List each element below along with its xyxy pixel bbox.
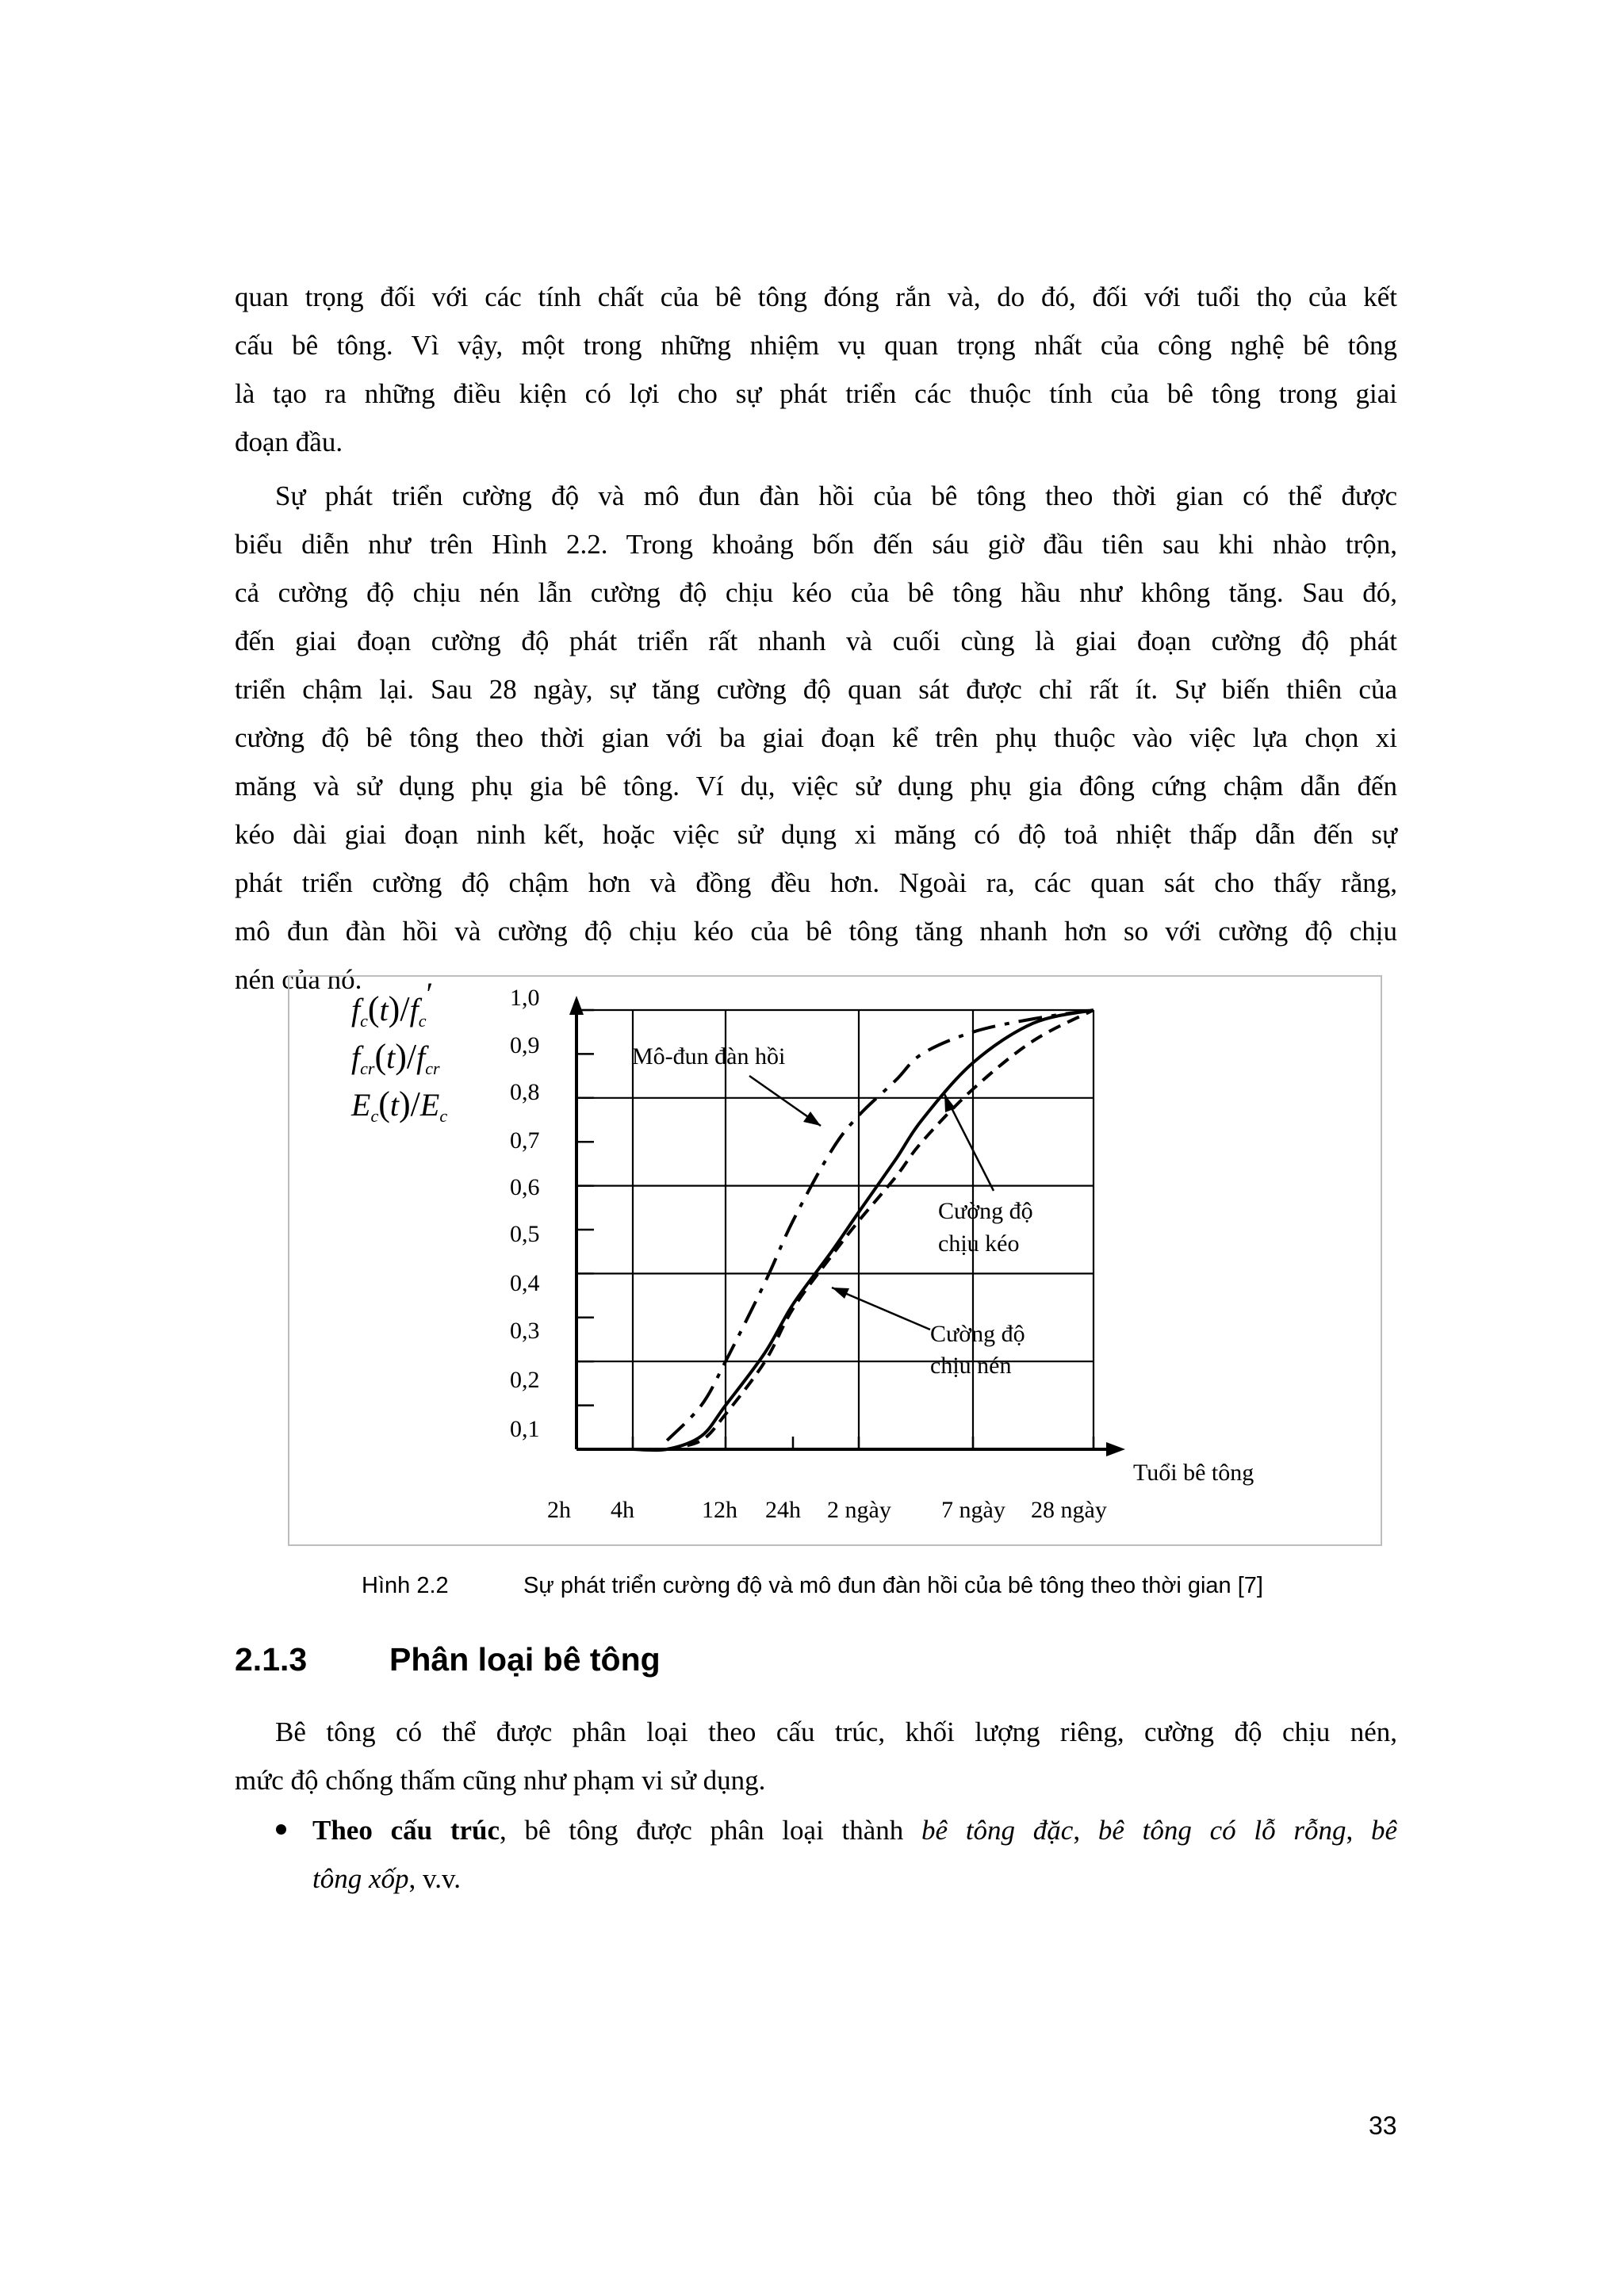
text-line: cả cường độ chịu nén lẫn cường độ chịu kéo của bê tông hầu như không tăng. Sau đó, xyxy=(235,577,1397,608)
text-line: Theo cấu trúc, bê tông được phân loại thành bê tông đặc, bê tông có lỗ rỗng, bê xyxy=(312,1815,1398,1846)
text-line: tông xốp, v.v. xyxy=(312,1863,461,1894)
annotation-compressive-2: chịu nén xyxy=(930,1353,1012,1379)
y-tick-label: 0,5 xyxy=(510,1221,540,1247)
bullet-lead: Theo cấu trúc xyxy=(312,1815,500,1846)
paragraph-classification xyxy=(235,1708,1397,1804)
bullet-icon xyxy=(276,1824,286,1835)
text-line: phát triển cường độ chậm hơn và đồng đều hơn. Ngoài ra, các quan sát cho thấy rằng, xyxy=(235,867,1397,898)
text-line: là tạo ra những điều kiện có lợi cho sự phát triển các thuộc tính của bê tông trong giai xyxy=(235,378,1397,409)
text-line: mô đun đàn hồi và cường độ chịu kéo của bê tông tăng nhanh hơn so với cường độ chịu xyxy=(235,916,1397,947)
series-line xyxy=(667,1010,1094,1441)
x-tick-label: 4h xyxy=(611,1497,634,1523)
y-axis-arrow xyxy=(569,996,584,1015)
annotation-tensile-1: Cường độ xyxy=(938,1198,1033,1224)
text-line: kéo dài giai đoạn ninh kết, hoặc việc sử dụng xi măng có độ toả nhiệt thấp dẫn đến sự xyxy=(235,819,1397,850)
text-line: đến giai đoạn cường độ phát triển rất nhanh và cuối cùng là giai đoạn cường độ phát xyxy=(235,626,1397,656)
bullet-structure xyxy=(312,1806,1397,1903)
text-line: triển chậm lại. Sau 28 ngày, sự tăng cường độ quan sát được chỉ rất ít. Sự biến thiên của xyxy=(235,674,1397,705)
y-tick-label: 1,0 xyxy=(510,985,540,1011)
y-tick-label: 0,7 xyxy=(510,1127,540,1154)
y-label-ec: $E_c(t)/E_c$ xyxy=(351,1085,448,1126)
text-line: măng và sử dụng phụ gia bê tông. Ví dụ, việc sử dụng phụ gia đông cứng chậm dẫn đến xyxy=(235,771,1397,802)
x-tick-label: 2h xyxy=(547,1497,571,1523)
annotation-elastic-modulus: Mô-đun đàn hồi xyxy=(632,1043,786,1070)
y-tick-label: 0,1 xyxy=(510,1416,540,1442)
series-line xyxy=(633,1010,1094,1450)
section-title: Phân loại bê tông xyxy=(389,1641,661,1678)
figure-caption-number: Hình 2.2 xyxy=(362,1573,449,1598)
figure-caption-text: Sự phát triển cường độ và mô đun đàn hồi của bê tông theo thời gian [7] xyxy=(523,1573,1263,1598)
text-line: cấu bê tông. Vì vậy, một trong những nhiệm vụ quan trọng nhất của công nghệ bê tông xyxy=(235,330,1397,361)
series-line xyxy=(667,1010,1094,1449)
paragraph-intro-continuation xyxy=(235,273,1397,466)
text-line: Sự phát triển cường độ và mô đun đàn hồi của bê tông theo thời gian có thể được xyxy=(275,480,1397,511)
section-number: 2.1.3 xyxy=(235,1641,308,1678)
figure-frame xyxy=(288,975,1382,1546)
text-line: Bê tông có thể được phân loại theo cấu trúc, khối lượng riêng, cường độ chịu nén, xyxy=(275,1716,1397,1747)
text-line: biểu diễn như trên Hình 2.2. Trong khoảng bốn đến sáu giờ đầu tiên sau khi nhào trộn, xyxy=(235,529,1397,560)
x-tick-label: 7 ngày xyxy=(941,1497,1005,1523)
paragraph-strength-development xyxy=(235,472,1397,1004)
y-tick-label: 0,6 xyxy=(510,1174,540,1200)
annotation-arrowhead xyxy=(803,1112,821,1126)
y-axis-label xyxy=(350,977,447,1126)
y-tick-label: 0,2 xyxy=(510,1367,540,1393)
x-tick-label: 24h xyxy=(765,1497,801,1523)
x-axis-arrow xyxy=(1106,1442,1125,1456)
text-line: nén của nó. xyxy=(235,964,362,995)
x-tick-label: 12h xyxy=(702,1497,737,1523)
annotation-tensile-2: chịu kéo xyxy=(938,1230,1020,1257)
text-line: cường độ bê tông theo thời gian với ba giai đoạn kể trên phụ thuộc vào việc lựa chọn xi xyxy=(235,722,1397,753)
y-tick-label: 0,9 xyxy=(510,1032,540,1058)
text-line: đoạn đầu. xyxy=(235,427,343,457)
text-line: mức độ chống thấm cũng như phạm vi sử dụng. xyxy=(235,1765,766,1796)
y-tick-label: 0,8 xyxy=(510,1079,540,1105)
annotation-arrowhead xyxy=(832,1288,849,1299)
page-number: 33 xyxy=(1369,2111,1397,2140)
y-tick-label: 0,4 xyxy=(510,1270,540,1296)
x-tick-label: 28 ngày xyxy=(1031,1497,1107,1523)
strength-development-chart xyxy=(289,977,1381,1544)
y-tick-label: 0,3 xyxy=(510,1318,540,1344)
annotation-compressive-1: Cường độ xyxy=(930,1321,1025,1347)
text-line: quan trọng đối với các tính chất của bê tông đóng rắn và, do đó, đối với tuổi thọ của kết xyxy=(235,281,1397,312)
y-label-fc: $f_c(t)/f_c'$ xyxy=(351,977,434,1031)
y-label-fcr: $f_{cr}(t)/f_{cr}$ xyxy=(351,1037,440,1078)
x-tick-label: 2 ngày xyxy=(827,1497,891,1523)
x-axis-label: Tuổi bê tông xyxy=(1133,1460,1254,1486)
